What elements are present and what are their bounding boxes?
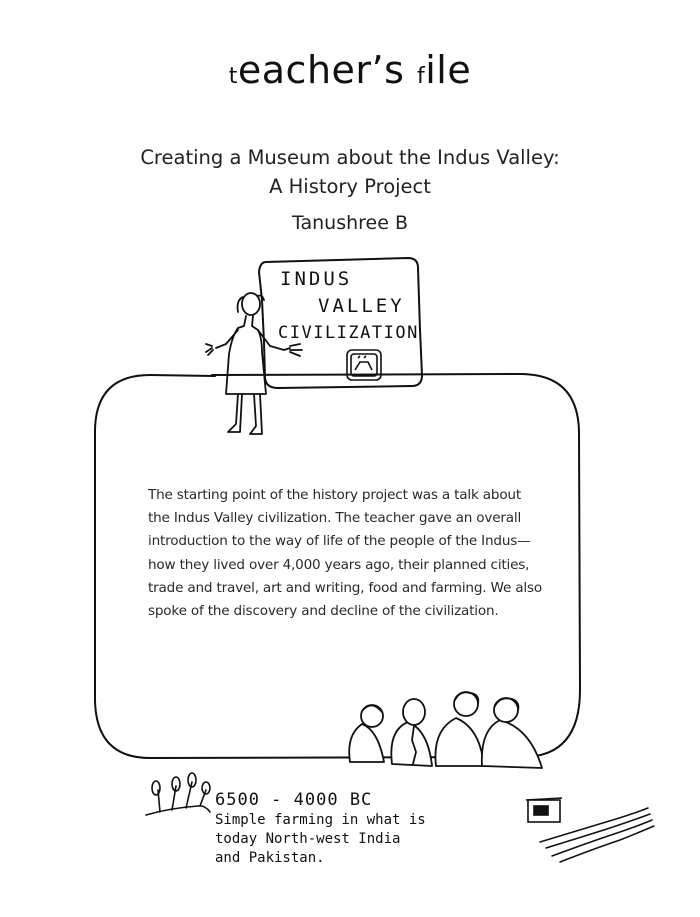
timeline-date: 6500 - 4000 BC xyxy=(215,790,373,810)
masthead-initial-t: t xyxy=(228,64,238,89)
board-line-3: CIVILIZATION xyxy=(278,323,419,343)
students-group xyxy=(349,692,542,768)
wheat-plant-icon xyxy=(146,773,210,815)
masthead-part-2: ile xyxy=(425,48,472,92)
seal-icon xyxy=(347,350,381,380)
timeline-note xyxy=(215,790,535,867)
article-title-line-1: Creating a Museum about the Indus Valley: xyxy=(140,146,560,169)
teacher-figure xyxy=(206,293,302,434)
timeline-line-2: today North-west India xyxy=(215,831,401,847)
article-author: Tanushree B xyxy=(292,212,408,234)
masthead-initial-f: f xyxy=(417,64,426,89)
board-line-2: VALLEY xyxy=(318,295,405,317)
board-line-1: INDUS xyxy=(280,268,353,290)
article-body: The starting point of the history project was a talk about the Indus Valley civilization. The teacher gave an overall introduction to the way of life of the people of the Indus—how they lived over 4,000 years ago, their planned cities, trade and travel, art and writing, food and farming. We also spoke of the discovery and decline of the civilization. xyxy=(148,487,542,620)
article-title-line-2: A History Project xyxy=(269,175,431,198)
timeline-line-1: Simple farming in what is xyxy=(215,812,426,828)
river-icon xyxy=(540,808,654,862)
masthead-part-1: eacher’s xyxy=(237,48,417,92)
timeline-line-3: and Pakistan. xyxy=(215,850,325,866)
